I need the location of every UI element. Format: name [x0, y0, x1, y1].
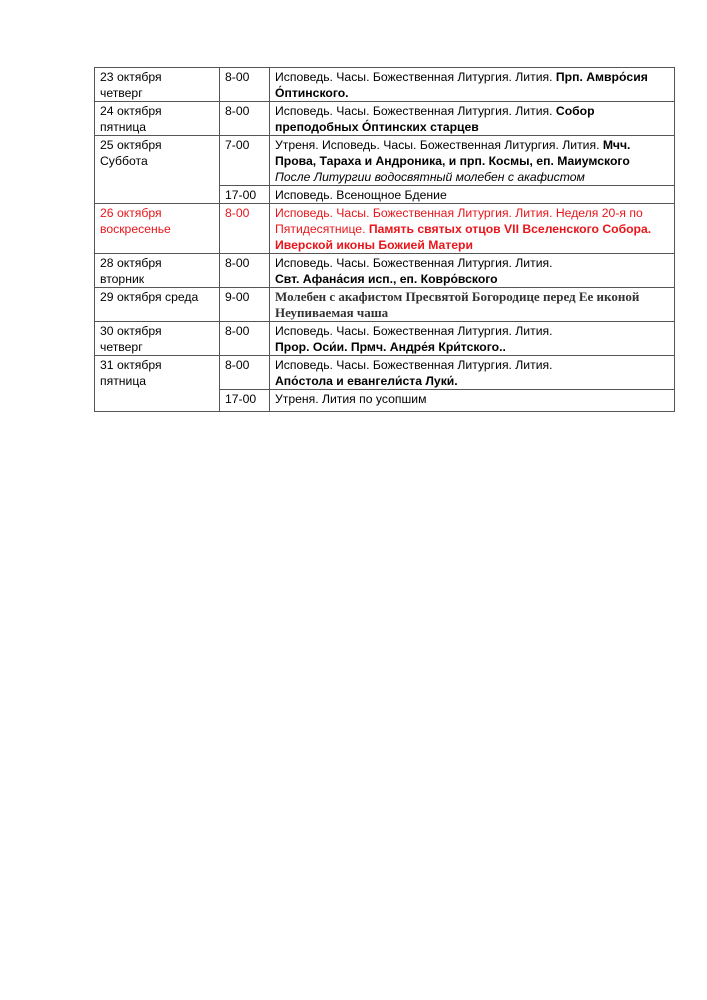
weekday: Суббота: [100, 154, 148, 168]
service-text: Исповедь. Часы. Божественная Литургия. Лития.: [275, 70, 556, 84]
commemoration: Собор преподобных О́птинских старцев: [275, 104, 595, 134]
date-cell: [95, 254, 220, 288]
time-cell: 8-00: [220, 102, 270, 136]
time-cell: 8-00: [220, 68, 270, 102]
date: 25 октября: [100, 138, 162, 152]
time-cell: 9-00: [220, 288, 270, 322]
service-cell: Утреня. Лития по усопшим: [270, 390, 675, 412]
service-cell: Исповедь. Всенощное Бдение: [270, 186, 675, 204]
date-cell: [95, 356, 220, 412]
date: 26 октября: [100, 206, 162, 220]
table-row: [95, 68, 675, 102]
commemoration: Свт. Афана́сия исп., еп. Ковро́вского: [275, 272, 498, 286]
service-cell: [270, 204, 675, 254]
table-row: [95, 254, 675, 288]
date-cell: [95, 136, 220, 204]
service-cell: Молебен с акафистом Пресвятой Богородице перед Ее иконой Неупиваемая чаша: [270, 288, 675, 322]
service-text: Исповедь. Часы. Божественная Литургия. Лития.: [275, 256, 553, 270]
time-cell: 17-00: [220, 390, 270, 412]
time-cell: 17-00: [220, 186, 270, 204]
service-cell: [270, 68, 675, 102]
date: 28 октября: [100, 256, 162, 270]
commemoration: Апо́стола и евангели́ста Луки́.: [275, 374, 458, 388]
table-row: [95, 204, 675, 254]
date: 24 октября: [100, 104, 162, 118]
date: 23 октября: [100, 70, 162, 84]
commemoration: Прп. Амвро́сия О́птинского.: [275, 70, 648, 100]
service-cell: [270, 254, 675, 288]
table-row: [95, 136, 675, 186]
time-cell: 8-00: [220, 356, 270, 390]
commemoration: Память святых отцов VII Вселенского Собора. Иверской иконы Божией Матери: [275, 222, 652, 252]
service-cell: [270, 356, 675, 390]
service-cell: [270, 102, 675, 136]
weekday: четверг: [100, 86, 143, 100]
time-cell: 7-00: [220, 136, 270, 186]
note: После Литургии водосвятный молебен с акафистом: [275, 170, 585, 184]
table-row: [95, 322, 675, 356]
service-cell: [270, 136, 675, 186]
weekday: пятница: [100, 120, 147, 134]
date-cell: [95, 102, 220, 136]
service-text: Исповедь. Часы. Божественная Литургия. Лития.: [275, 104, 556, 118]
date-cell: [95, 322, 220, 356]
table-row: [95, 356, 675, 390]
date-cell: 29 октября среда: [95, 288, 220, 322]
commemoration: Прор. Оси́и. Прмч. Андре́я Кри́тского..: [275, 340, 506, 354]
weekday: пятница: [100, 374, 147, 388]
date: 31 октября: [100, 358, 162, 372]
service-text: Исповедь. Часы. Божественная Литургия. Лития. Неделя 20-я по Пятидесятнице.: [275, 206, 643, 236]
table-row: [95, 288, 675, 322]
weekday: вторник: [100, 272, 145, 286]
service-text: Исповедь. Часы. Божественная Литургия. Лития.: [275, 324, 553, 338]
weekday: четверг: [100, 340, 143, 354]
service-text: Утреня. Исповедь. Часы. Божественная Литургия. Лития.: [275, 138, 603, 152]
service-cell: [270, 322, 675, 356]
commemoration: Мчч. Прова, Тараха и Андроника, и прп. Космы, еп. Маиумского: [275, 138, 631, 168]
date-cell: [95, 204, 220, 254]
time-cell: 8-00: [220, 322, 270, 356]
table-row: [95, 102, 675, 136]
schedule-table: [94, 67, 675, 412]
time-cell: 8-00: [220, 204, 270, 254]
weekday: воскресенье: [100, 222, 171, 236]
date-cell: [95, 68, 220, 102]
date: 30 октября: [100, 324, 162, 338]
service-text: Исповедь. Часы. Божественная Литургия. Лития.: [275, 358, 553, 372]
time-cell: 8-00: [220, 254, 270, 288]
